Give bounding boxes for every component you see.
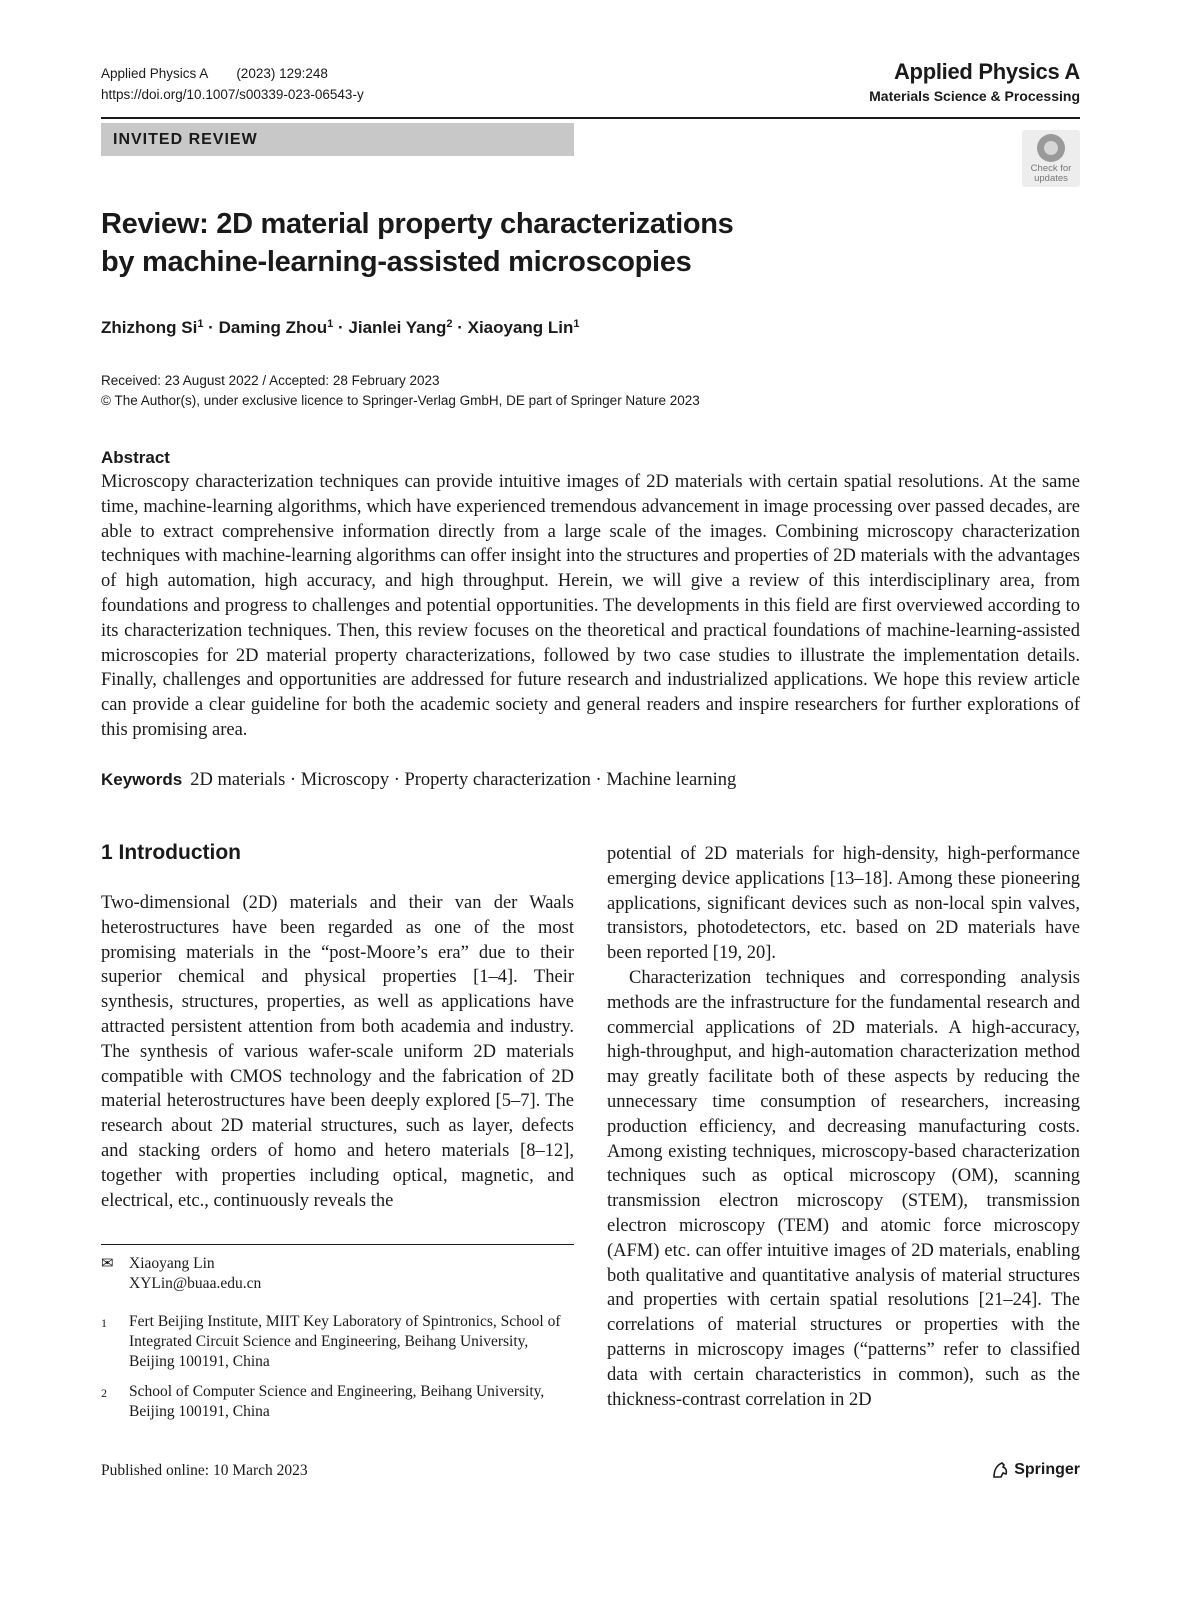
affiliation-1 <box>101 1312 574 1372</box>
title-line-2: by machine-learning-assisted microscopies <box>101 246 692 278</box>
received-accepted: Received: 23 August 2022 / Accepted: 28 February 2023 <box>101 373 440 388</box>
author-name[interactable]: Xiaoyang Lin <box>467 318 574 337</box>
keywords <box>101 768 736 792</box>
running-header <box>101 63 364 105</box>
abstract-text: Microscopy characterization techniques can provide intuitive images of 2D materials with certain spatial resolutions. At the same time, machine-learning algorithms, which have experienced tremendous advancement in image processing over passed decades, are able to extract comprehensive information directly from a large scale of the images. Combining microscopy characterization techniques with machine-learning algorithms can offer insight into the structures and properties of 2D materials with the advantages of high automation, high accuracy, and high throughput. Herein, we will give a review of this interdisciplinary area, from foundations and progress to challenges and potential opportunities. The developments in this field are first overviewed according to its characterization techniques. Then, this review focuses on the theoretical and practical foundations of machine-learning-assisted microscopies for 2D material property characterizations, followed by two case studies to illustrate the implementation details. Finally, challenges and opportunities are addressed for future research and industrialized applications. We hope this review article can provide a clear guideline for both the academic society and general readers and inspire researchers for further explorations of this promising area. <box>101 472 1080 740</box>
publisher-name: Springer <box>1014 1461 1080 1478</box>
journal-subtitle: Materials Science & Processing <box>869 88 1080 104</box>
paragraph: potential of 2D materials for high-density, high-performance emerging device applications [13–18]. Among these pioneering applications, significant devices such as non-local spin valves, transistors, photodetectors, etc. based on 2D materials have been reported [19, 20]. <box>607 844 1080 964</box>
footnote-rule <box>101 1244 574 1245</box>
corresponding-name: Xiaoyang Lin <box>129 1255 215 1272</box>
springer-horse-icon <box>991 1461 1009 1479</box>
affiliation-number: 2 <box>101 1386 107 1400</box>
author-list <box>101 311 580 341</box>
check-label-2: updates <box>1034 173 1068 184</box>
keywords-label: Keywords <box>101 770 183 789</box>
copyright-line: © The Author(s), under exclusive licence to Springer-Verlag GmbH, DE part of Springer Nature 2023 <box>101 393 700 408</box>
journal-name-small: Applied Physics A <box>101 66 209 81</box>
affiliation-text: School of Computer Science and Engineering, Beihang University, Beijing 100191, China <box>129 1383 545 1420</box>
title-line-1: Review: 2D material property characterizations <box>101 208 734 240</box>
envelope-icon: ✉ <box>101 1256 114 1272</box>
column-right <box>607 842 1080 1412</box>
author-separator: · <box>203 318 219 337</box>
affiliation-text: Fert Beijing Institute, MIIT Key Laboratory of Spintronics, School of Integrated Circuit Science and Engineering, Beihang University, Beijing 100191, China <box>129 1313 561 1370</box>
abstract-heading: Abstract <box>101 448 170 467</box>
affiliation-number: 1 <box>101 1316 107 1330</box>
check-for-updates-button[interactable] <box>1022 130 1080 187</box>
published-date: Published online: 10 March 2023 <box>101 1462 308 1479</box>
affiliation-mark: 1 <box>573 318 580 330</box>
article-dates <box>101 371 700 411</box>
author-name[interactable]: Jianlei Yang <box>348 318 447 337</box>
author-separator: · <box>452 318 468 337</box>
author-name[interactable]: Zhizhong Si <box>101 318 198 337</box>
affiliation-mark: 2 <box>446 318 453 330</box>
paragraph: Two-dimensional (2D) materials and their van der Waals heterostructures have been regarded as one of the most promising materials in the “post-Moore’s era” due to their superior chemical and physical properties [1–4]. Their synthesis, structures, properties, as well as applications have attracted persistent attention from both academia and industry. The synthesis of various wafer-scale uniform 2D materials compatible with CMOS technology and the fabrication of 2D material heterostructures have been deeply explored [5–7]. The research about 2D material structures, such as layer, defects and stacking orders of homo and hetero materials [8–12], together with properties including optical, magnetic, and electrical, etc., continuously reveals the <box>101 893 574 1211</box>
affiliation-mark: 1 <box>327 318 334 330</box>
paragraph: Characterization techniques and corresponding analysis methods are the infrastructure for the fundamental research and commercial applications of 2D materials. A high-accuracy, high-throughput, and high-automation characterization method may greatly facilitate both of these aspects by reducing the unnecessary time consumption of researchers, increasing production efficiency, and decreasing manufacturing costs. Among existing techniques, microscopy-based characterization techniques such as optical microscopy (OM), scanning transmission electron microscopy (STEM), transmission electron microscopy (TEM) and atomic force microscopy (AFM) etc. can offer intuitive images of 2D materials, enabling both qualitative and quantitative analysis of material structures and properties with certain spatial resolutions [21–24]. The correlations of material structures or properties with the patterns in microscopy images (“patterns” refer to classified data with certain characteristics in common), such as the thickness-contrast correlation in 2D <box>607 967 1080 1410</box>
journal-masthead <box>869 58 1080 106</box>
volume-info: (2023) 129:248 <box>236 66 328 81</box>
doi-link[interactable]: https://doi.org/10.1007/s00339-023-06543-y <box>101 87 364 102</box>
header-rule <box>101 117 1080 119</box>
column-left <box>101 891 574 1213</box>
affiliation-mark: 1 <box>197 318 204 330</box>
journal-title: Applied Physics A <box>893 59 1080 84</box>
corresponding-email[interactable]: XYLin@buaa.edu.cn <box>129 1275 262 1292</box>
author-separator: · <box>333 318 349 337</box>
check-label-1: Check for <box>1030 163 1072 174</box>
article-type-banner: INVITED REVIEW <box>101 123 574 156</box>
publisher-logo <box>991 1459 1080 1481</box>
affiliation-2 <box>101 1382 574 1422</box>
keywords-list: 2D materials · Microscopy · Property characterization · Machine learning <box>190 770 737 790</box>
footnotes <box>101 1254 574 1422</box>
crossmark-icon <box>1037 134 1065 162</box>
article-title <box>101 205 861 281</box>
section-heading: 1 Introduction <box>101 841 241 864</box>
author-name[interactable]: Daming Zhou <box>218 318 328 337</box>
corresponding-author <box>101 1254 574 1294</box>
